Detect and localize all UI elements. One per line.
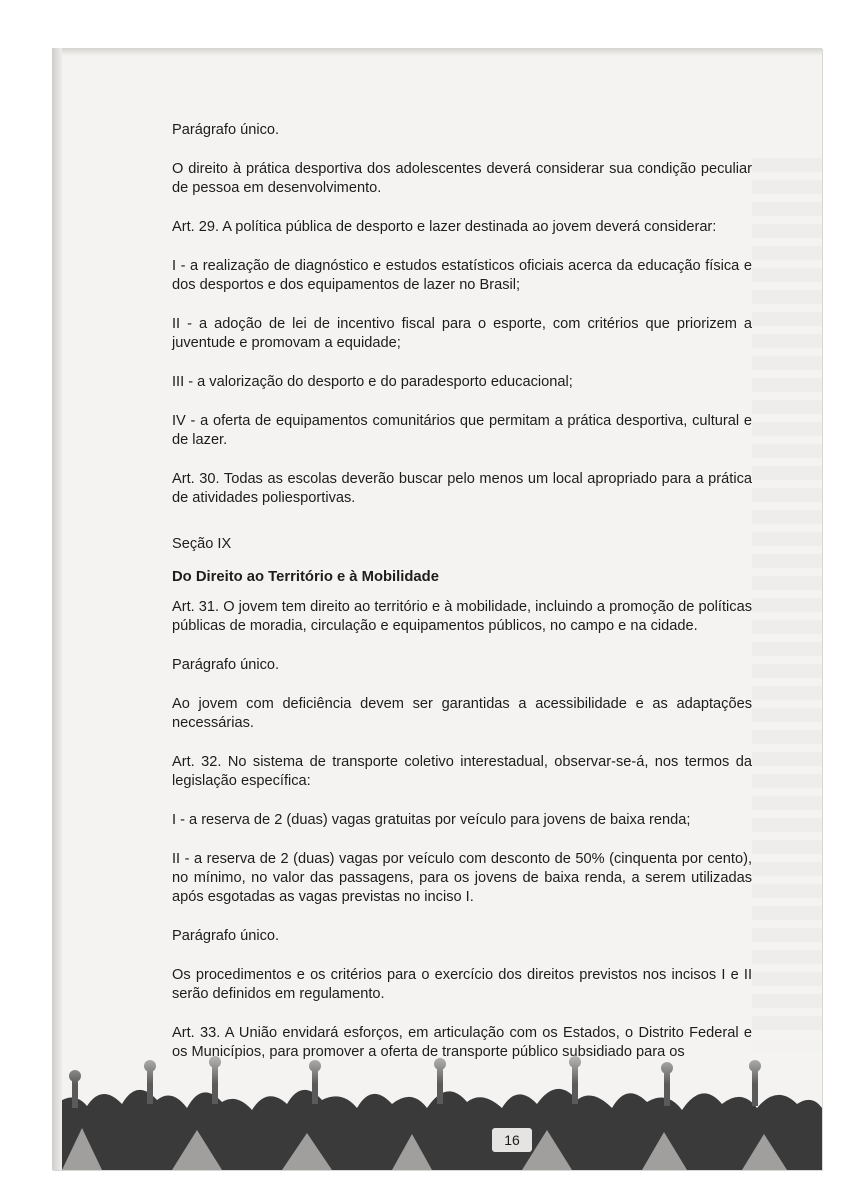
article-32: Art. 32. No sistema de transporte coletivo interestadual, observar-se-á, nos termos da legislação específica: (172, 754, 752, 789)
page-body (172, 121, 752, 1076)
list-item: IV - a oferta de equipamentos comunitários que permitam a prática desportiva, cultural e de lazer. (172, 413, 752, 448)
paragraph: Parágrafo único. (172, 657, 280, 673)
article-30: Art. 30. Todas as escolas deverão buscar pelo menos um local apropriado para a prática de atividades poliesportivas. (172, 471, 752, 506)
section-label: Seção IX (172, 536, 232, 552)
section-heading: Do Direito ao Território e à Mobilidade (172, 569, 439, 585)
list-item: II - a reserva de 2 (duas) vagas por veículo com desconto de 50% (cinquenta por cento), no mínimo, no valor das passagens, para os jovens de baixa renda, a serem utilizadas após esgotadas as vagas previstas no inciso I. (172, 851, 752, 905)
article-33: Art. 33. A União envidará esforços, em articulação com os Estados, o Distrito Federal e os Municípios, para promover a oferta de transporte público subsidiado para os (172, 1025, 752, 1060)
show-through-texture (752, 158, 822, 1058)
page-edge (52, 48, 62, 1170)
list-item: I - a realização de diagnóstico e estudos estatísticos oficiais acerca da educação física e dos desportos e dos equipamentos de lazer no Brasil; (172, 258, 752, 293)
article-29: Art. 29. A política pública de desporto e lazer destinada ao jovem deverá considerar: (172, 219, 717, 235)
paragraph: Parágrafo único. (172, 122, 280, 138)
page-number: 16 (492, 1128, 532, 1152)
list-item: I - a reserva de 2 (duas) vagas gratuitas por veículo para jovens de baixa renda; (172, 812, 691, 828)
paragraph: O direito à prática desportiva dos adolescentes deverá considerar sua condição peculiar de pessoa em desenvolvimento. (172, 161, 752, 196)
paragraph: Os procedimentos e os critérios para o exercício dos direitos previstos nos incisos I e II serão definidos em regulamento. (172, 967, 752, 1002)
paragraph: Ao jovem com deficiência devem ser garantidas a acessibilidade e as adaptações necessárias. (172, 696, 752, 731)
list-item: III - a valorização do desporto e do paradesporto educacional; (172, 374, 573, 390)
list-item: II - a adoção de lei de incentivo fiscal para o esporte, com critérios que priorizem a juventude e promovam a equidade; (172, 316, 752, 351)
article-31: Art. 31. O jovem tem direito ao território e à mobilidade, incluindo a promoção de políticas públicas de moradia, circulação e equipamentos públicos, no campo e na cidade. (172, 599, 752, 634)
paragraph: Parágrafo único. (172, 928, 280, 944)
page-edge-top (62, 48, 822, 56)
